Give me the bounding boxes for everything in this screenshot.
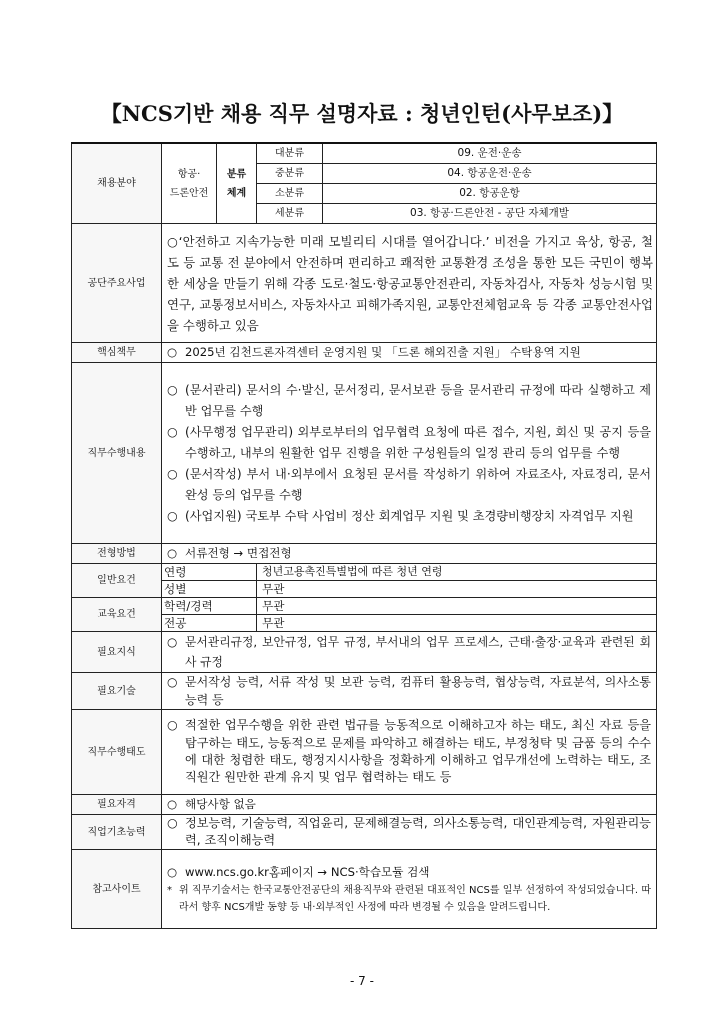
qualification-label: 필요자격: [72, 795, 162, 815]
level-detail: 세분류: [257, 204, 323, 224]
bullet-mark: ○: [167, 718, 178, 733]
reference-label: 참고사이트: [72, 850, 162, 929]
attitude-cell: [162, 710, 657, 795]
attitude-text: 적절한 업무수행을 위한 관련 법규를 능동적으로 이해하고자 하는 태도, 최신 자료 등을 탐구하는 태도, 능동적으로 문제를 파악하고 해결하는 태도, 부정청탁 및 금품 등의 수수에 대한 청렴한 태도, 행정지시사항을 정확하게 이해하고 업무개선에 노력하는 태도, 조직원간 원만한 관계 유지 및 업무 협력하는 태도 등: [185, 718, 651, 785]
category-system-label: 분류 체계: [217, 143, 257, 224]
duty-item: [167, 422, 651, 464]
duty-text: (사무행정 업무관리) 외부로부터의 업무협력 요청에 따른 접수, 지원, 회신 및 공지 등을 수행하고, 내부의 원활한 업무 진행을 위한 구성원들의 일정 관리 등의 업무를 수행: [185, 424, 651, 460]
bullet-mark: ○: [167, 546, 178, 560]
selection-text: 서류전형 → 면접전형: [185, 546, 292, 560]
job-description-table: [71, 142, 657, 929]
edu-req-key: 전공: [162, 615, 257, 632]
basic-ability-label: 직업기초능력: [72, 815, 162, 850]
selection-cell: [162, 544, 657, 564]
level-small: 소분류: [257, 184, 323, 204]
category-field: 항공· 드론안전: [162, 143, 217, 224]
bullet-mark: ○: [167, 466, 178, 481]
knowledge-label: 필요지식: [72, 632, 162, 673]
level-medium: 중분류: [257, 164, 323, 184]
reference-text: www.ncs.go.kr홈페이지 → NCS·학습모듈 검색: [185, 864, 430, 879]
edu-req-value: 무관: [257, 598, 657, 615]
attitude-label: 직무수행태도: [72, 710, 162, 795]
bullet-mark: ○: [167, 508, 178, 523]
basic-ability-text: 정보능력, 기술능력, 직업윤리, 문제해결능력, 의사소통능력, 대인관계능력, 자원관리능력, 조직이해능력: [185, 816, 651, 847]
core-duty-text: 2025년 김천드론자격센터 운영지원 및 「드론 해외진출 지원」 수탁용역 지원: [185, 345, 581, 359]
level-large-value: 09. 운전·운송: [323, 143, 657, 164]
selection-label: 전형방법: [72, 544, 162, 564]
page-number: - 7 -: [350, 974, 374, 988]
duties-cell: [162, 363, 657, 544]
duty-item: [167, 506, 651, 527]
knowledge-text: 문서관리규정, 보안규정, 업무 규정, 부서내의 업무 프로세스, 근태·출장·교육과 관련된 회사 규정: [185, 635, 651, 669]
category-label: 채용분야: [72, 143, 162, 224]
bullet-mark: ○: [167, 424, 178, 439]
qualification-text: 해당사항 없음: [185, 797, 256, 811]
general-req-value: 청년고용촉진특별법에 따른 청년 연령: [257, 564, 657, 581]
edu-req-value: 무관: [257, 615, 657, 632]
reference-cell: [162, 850, 657, 929]
duty-text: (문서관리) 문서의 수·발신, 문서정리, 문서보관 등을 문서관리 규정에 따라 실행하고 제반 업무를 수행: [185, 382, 651, 418]
level-medium-value: 04. 항공운전·운송: [323, 164, 657, 184]
level-small-value: 02. 항공운항: [323, 184, 657, 204]
general-req-key: 연령: [162, 564, 257, 581]
basic-ability-cell: [162, 815, 657, 850]
edu-req-label: 교육요건: [72, 598, 162, 632]
duty-text: (사업지원) 국토부 수탁 사업비 정산 회계업무 지원 및 초경량비행장치 자격업무 지원: [185, 508, 634, 523]
level-detail-value: 03. 항공·드론안전 - 공단 자체개발: [323, 204, 657, 224]
duty-item: [167, 380, 651, 422]
bullet-mark: ○: [167, 816, 178, 830]
core-duty-cell: [162, 343, 657, 363]
duty-item: [167, 464, 651, 506]
business-label: 공단주요사업: [72, 224, 162, 343]
bullet-mark: ○: [167, 382, 178, 397]
level-large: 대분류: [257, 143, 323, 164]
business-text: ○‘안전하고 지속가능한 미래 모빌리티 시대를 열어갑니다.’ 비전을 가지고 육상, 항공, 철도 등 교통 전 분야에서 안전하며 편리하고 쾌적한 교통환경 조성을 통한 모든 국민이 행복한 세상을 만들기 위해 각종 도로·철도·항공교통안전관리, 자동차검사, 자동차 성능시험 및 연구, 교통정보서비스, 자동차사고 피해가족지원, 교통안전체험교육 등 각종 교통안전사업을 수행하고 있음: [162, 224, 657, 343]
duties-label: 직무수행내용: [72, 363, 162, 544]
general-req-label: 일반요건: [72, 564, 162, 598]
bullet-mark: ○: [167, 635, 178, 649]
bullet-mark: ○: [167, 864, 178, 879]
page-title: 【NCS기반 채용 직무 설명자료 : 청년인턴(사무보조)】: [100, 101, 624, 126]
skills-text: 문서작성 능력, 서류 작성 및 보관 능력, 컴퓨터 활용능력, 협상능력, 자료분석, 의사소통 능력 등: [185, 675, 651, 707]
skills-label: 필요기술: [72, 673, 162, 710]
qualification-cell: [162, 795, 657, 815]
bullet-mark: ○: [167, 797, 178, 811]
edu-req-key: 학력/경력: [162, 598, 257, 615]
general-req-key: 성별: [162, 581, 257, 598]
bullet-mark: ○: [167, 675, 178, 689]
note-mark: *: [167, 884, 172, 896]
knowledge-cell: [162, 632, 657, 673]
duty-text: (문서작성) 부서 내·외부에서 요청된 문서를 작성하기 위하여 자료조사, 자료정리, 문서완성 등의 업무를 수행: [185, 466, 651, 502]
general-req-value: 무관: [257, 581, 657, 598]
core-duty-label: 핵심책무: [72, 343, 162, 363]
bullet-mark: ○: [167, 345, 178, 359]
skills-cell: [162, 673, 657, 710]
reference-note: 위 직무기술서는 한국교통안전공단의 채용직무와 관련된 대표적인 NCS를 일부 선정하여 작성되었습니다. 따라서 향후 NCS개발 동향 등 내·외부적인 사정에 따라 변경될 수 있음을 알려드립니다.: [179, 884, 651, 913]
